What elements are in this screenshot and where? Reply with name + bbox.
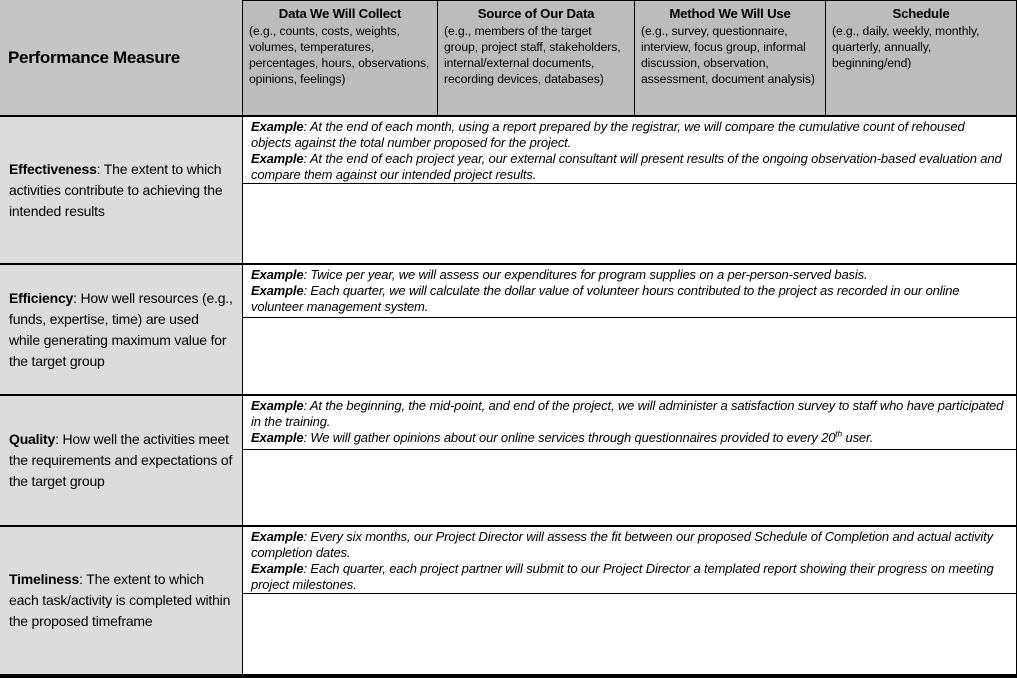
row-efficiency xyxy=(0,263,1016,394)
column-header-desc: (e.g., survey, questionnaire, interview, focus group, informal discussion, observation, assessment, document analysis) xyxy=(641,24,815,86)
example-item xyxy=(251,119,1008,151)
example-text: : We will gather opinions about our online services through questionnaires provided to every 20 xyxy=(303,430,836,445)
example-item xyxy=(251,267,1008,283)
corner-header-label: Performance Measure xyxy=(8,47,180,67)
examples-cell-quality xyxy=(243,396,1016,450)
column-header-data-we-will-collect xyxy=(242,0,437,115)
row-definition: : How well the activities meet the requirements and expectations of the target group xyxy=(9,431,233,489)
row-content-quality xyxy=(242,396,1016,525)
column-header-title: Schedule xyxy=(892,6,950,21)
example-item xyxy=(251,430,1008,446)
row-term: Quality xyxy=(9,431,56,447)
example-item xyxy=(251,529,1008,561)
row-content-efficiency xyxy=(242,265,1016,394)
examples-cell-timeliness xyxy=(243,527,1016,594)
example-text: : At the end of each project year, our external consultant will present results of the ongoing observation-based evaluation and compare them against our intended project results. xyxy=(251,151,1002,182)
row-definition: : The extent to which activities contribute to achieving the intended results xyxy=(9,160,223,219)
example-label: Example xyxy=(251,283,304,298)
column-header-method-we-will-use xyxy=(634,0,825,115)
example-item xyxy=(251,151,1008,183)
row-content-timeliness xyxy=(242,527,1016,674)
row-term: Effectiveness xyxy=(9,160,97,177)
column-header-desc: (e.g., counts, costs, weights, volumes, temperatures, percentages, hours, observations, opinions, feelings) xyxy=(249,24,430,86)
row-label-quality xyxy=(0,396,242,525)
example-text: : Each quarter, we will calculate the dollar value of volunteer hours contributed to the project as recorded in our online volunteer management system. xyxy=(251,283,960,314)
row-label-text xyxy=(9,288,233,372)
examples-cell-effectiveness xyxy=(243,117,1016,184)
row-timeliness xyxy=(0,525,1016,674)
example-item xyxy=(251,283,1008,315)
row-quality xyxy=(0,394,1016,525)
example-label: Example xyxy=(251,119,304,134)
example-text-after: user. xyxy=(842,430,874,445)
row-term: Timeliness xyxy=(9,571,80,587)
column-header-title: Data We Will Collect xyxy=(278,6,402,21)
column-header-source-of-our-data xyxy=(437,0,634,115)
row-content-effectiveness xyxy=(242,117,1016,263)
example-text: : Twice per year, we will assess our expenditures for program supplies on a per-person-served basis. xyxy=(303,267,868,282)
example-label: Example xyxy=(251,529,304,544)
row-term: Efficiency xyxy=(9,289,74,306)
example-label: Example xyxy=(251,267,304,282)
corner-header-performance-measure xyxy=(0,0,242,115)
column-header-title: Method We Will Use xyxy=(669,6,791,21)
column-header-schedule xyxy=(825,0,1016,115)
example-text: : Every six months, our Project Director will assess the fit between our proposed Schedule of Completion and actual activity completion dates. xyxy=(251,529,993,560)
entry-cell-efficiency[interactable] xyxy=(243,318,1016,394)
row-label-efficiency xyxy=(0,265,242,394)
example-item xyxy=(251,561,1008,593)
example-item xyxy=(251,398,1008,430)
example-text: : At the end of each month, using a report prepared by the registrar, we will compare the cumulative count of rehoused objects against the total number proposed for the project. xyxy=(251,119,965,150)
example-text: : At the beginning, the mid-point, and end of the project, we will administer a satisfaction survey to staff who have participated in the training. xyxy=(251,398,1004,429)
example-label: Example xyxy=(251,430,304,445)
example-label: Example xyxy=(251,561,304,576)
row-label-effectiveness xyxy=(0,117,242,263)
column-header-desc: (e.g., members of the target group, project staff, stakeholders, internal/external documents, recording devices, databases) xyxy=(444,24,621,86)
ordinal-suffix: th xyxy=(835,428,843,439)
entry-cell-timeliness[interactable] xyxy=(243,594,1016,674)
row-effectiveness xyxy=(0,115,1016,263)
row-label-text xyxy=(9,429,233,492)
row-label-text xyxy=(9,569,233,632)
example-text: : Each quarter, each project partner will submit to our Project Director a templated report showing their progress on meeting project milestones. xyxy=(251,561,994,592)
example-label: Example xyxy=(251,398,304,413)
examples-cell-efficiency xyxy=(243,265,1016,318)
example-label: Example xyxy=(251,151,304,166)
column-header-desc: (e.g., daily, weekly, monthly, quarterly, annually, beginning/end) xyxy=(832,24,980,70)
row-label-text xyxy=(9,159,233,222)
entry-cell-quality[interactable] xyxy=(243,450,1016,525)
row-label-timeliness xyxy=(0,527,242,674)
column-header-title: Source of Our Data xyxy=(477,6,595,21)
table-header-row xyxy=(0,0,1016,115)
entry-cell-effectiveness[interactable] xyxy=(243,184,1016,263)
row-definition: : How well resources (e.g., funds, expertise, time) are used while generating maximum value for the target group xyxy=(9,289,233,369)
row-definition: : The extent to which each task/activity is completed within the proposed timeframe xyxy=(9,571,231,629)
